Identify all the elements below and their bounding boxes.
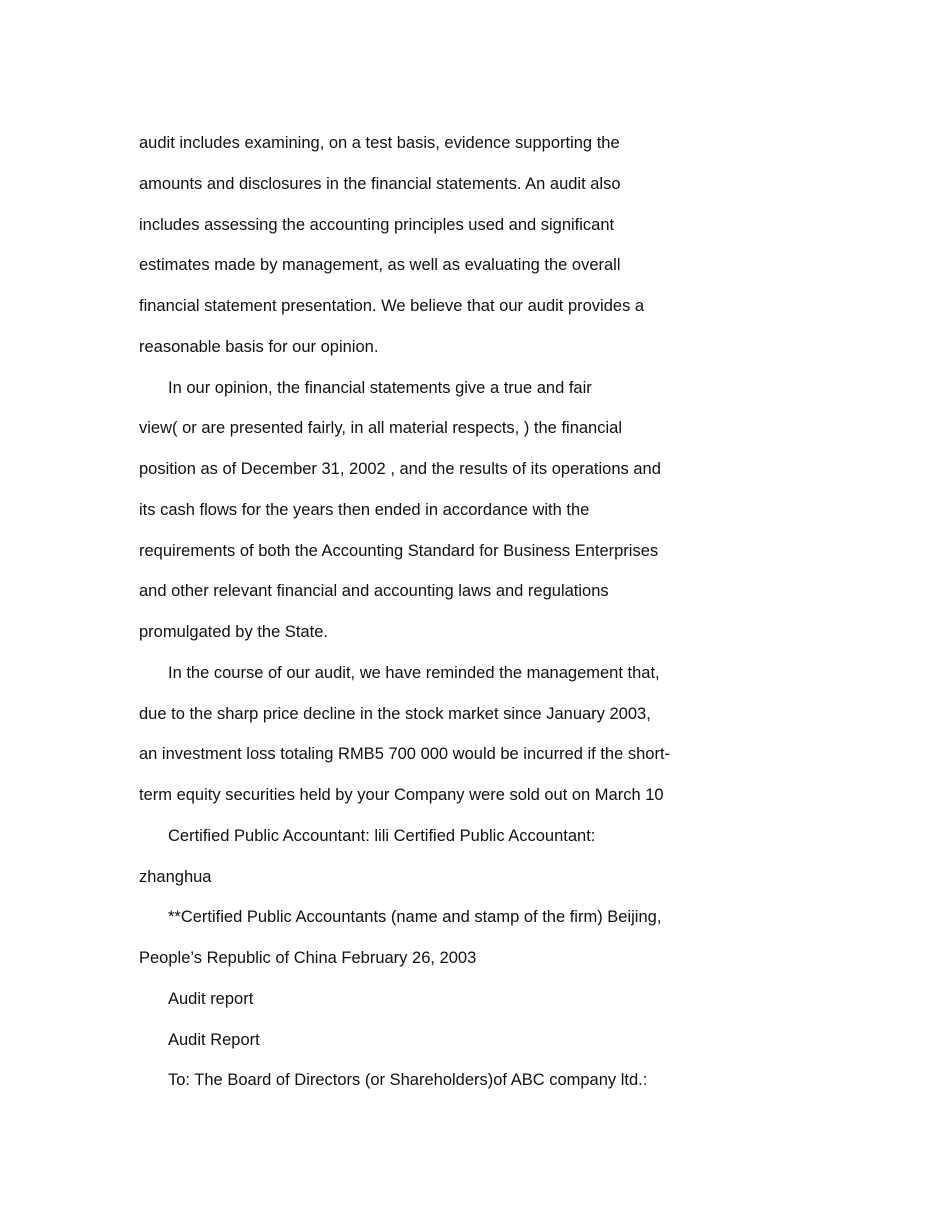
heading-line: Audit Report — [168, 1030, 260, 1049]
text-line: reasonable basis for our opinion. — [139, 337, 379, 356]
firm-line: **Certified Public Accountants (name and stamp of the firm) Beijing, — [168, 908, 662, 927]
text-line: view( or are presented fairly, in all material respects, ) the financial — [139, 419, 622, 438]
signature-line: Certified Public Accountant: lili Certified Public Accountant: — [168, 826, 596, 845]
document-body — [139, 123, 719, 1101]
signature-line: zhanghua — [139, 867, 212, 886]
text-line: position as of December 31, 2002 , and the results of its operations and — [139, 460, 661, 478]
paragraph-start-line: In the course of our audit, we have reminded the management that, — [168, 663, 660, 682]
text-line: and other relevant financial and accounting laws and regulations — [139, 582, 609, 601]
text-line: financial statement presentation. We believe that our audit provides a — [139, 297, 645, 315]
text-line: amounts and disclosures in the financial statements. An audit also — [139, 174, 621, 193]
addressee-line: To: The Board of Directors (or Shareholders)of ABC company ltd.: — [168, 1071, 648, 1090]
text-line: term equity securities held by your Company were sold out on March 10 — [139, 786, 664, 804]
text-line: requirements of both the Accounting Standard for Business Enterprises — [139, 541, 659, 560]
text-line: promulgated by the State. — [139, 623, 328, 641]
location-date-line: People’s Republic of China February 26, 2003 — [139, 949, 477, 967]
heading-line: Audit report — [168, 989, 254, 1008]
text-line: estimates made by management, as well as evaluating the overall — [139, 256, 621, 275]
paragraph-start-line: In our opinion, the financial statements give a true and fair — [168, 378, 592, 397]
text-line: audit includes examining, on a test basis, evidence supporting the — [139, 134, 620, 152]
text-line: its cash flows for the years then ended in accordance with the — [139, 500, 590, 519]
text-line: includes assessing the accounting principles used and significant — [139, 215, 615, 234]
text-line: due to the sharp price decline in the stock market since January 2003, — [139, 704, 651, 723]
text-line: an investment loss totaling RMB5 700 000 would be incurred if the short- — [139, 745, 671, 764]
